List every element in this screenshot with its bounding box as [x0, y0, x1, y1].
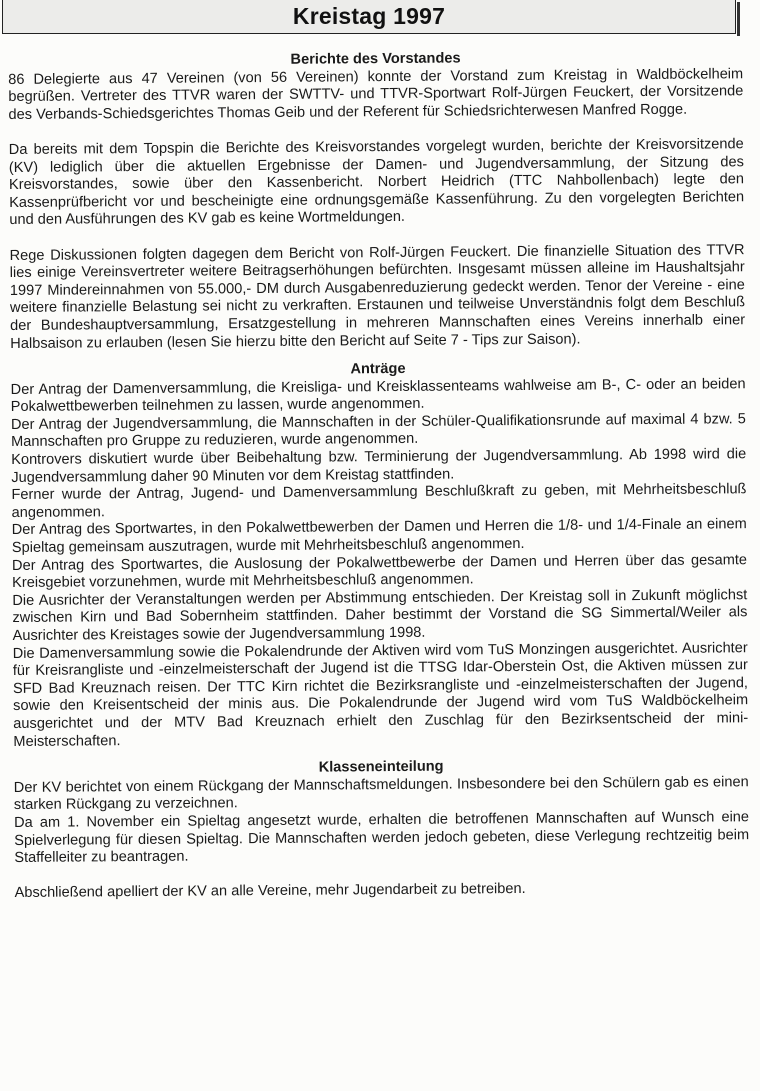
paragraph: Da am 1. November ein Spieltag angesetzt wurde, erhalten die betroffenen Mannschaften auf Wunsch eine Spielverlegung für diesen Spieltag. Die Mannschaften werden jedoch gebeten, diese Verlegung rechtzeitig beim Staffelleiter zu beantragen. — [13, 809, 750, 867]
paragraph: Der Antrag der Jugendversammlung, die Mannschaften in der Schüler-Qualifikationsrunde auf maximal 4 bzw. 5 Mannschaften pro Gruppe zu reduzieren, wurde angenommen. — [10, 411, 746, 451]
section-heading-klasseneinteilung: Klasseneinteilung — [318, 758, 444, 776]
paragraph: Ferner wurde der Antrag, Jugend- und Damenversammlung Beschlußkraft zu geben, mit Mehrheitsbeschluß angenommen. — [11, 481, 747, 521]
paragraph: Da bereits mit dem Topspin die Berichte des Kreisvorstandes vorgelegt wurden, berichte der Kreisvorsitzende (KV) lediglich über die aktuellen Ergebnisse der Damen- und Jugendversammlung, der Sitzung des Kreisvorstandes, sowie über den Kassenbericht. Norbert Heidrich (TTC Nahbollenbach) legte den Kassenprüfbericht vor und bescheinigte eine ordnungsgemäße Kassenführung. Zu den vorgelegten Berichten und den Ausführungen des KV gab es keine Wortmeldungen. — [8, 136, 745, 229]
paragraph: Die Ausrichter der Veranstaltungen werden per Abstimmung entschieden. Der Kreistag soll in Zukunft möglichst zwischen Kirn und Bad Sobernheim stattfinden. Daher bestimmt der Vorstand die SG Simmertal/Weiler als Ausrichter des Kreistages sowie der Jugendversammlung 1998. — [12, 587, 748, 644]
paragraph: Rege Diskussionen folgten dagegen dem Bericht von Rolf-Jürgen Feuckert. Die finanzielle Situation des TTVR lies einige Vereinsvertreter weitere Beitragserhöhungen befürchten. Insgesamt müssen alleine im Haushaltsjahr 1997 Mindereinnahmen von 55.000,- DM durch Ausgabenreduzierung gedeckt werden. Tenor der Vereine - eine weitere finanzielle Belastung sei nicht zu verkraften. Erstaunen und teilweise Unverständnis folgt dem Beschluß der Bundeshauptversammlung, Ersatzgestellung in mehreren Mannschaften eines Vereins innerhalb einer Halbsaison zu erlauben (lesen Sie hierzu bitte den Bericht auf Seite 7 - Tips zur Saison). — [9, 241, 746, 352]
paragraph: Abschließend apelliert der KV an alle Vereine, mehr Jugendarbeit zu betreiben. — [14, 881, 526, 902]
section-heading-vorstand: Berichte des Vorstandes — [290, 50, 461, 68]
section-heading-antraege: Anträge — [350, 360, 406, 378]
paragraph: Der Antrag des Sportwartes, die Auslosung der Pokalwettbewerbe der Damen und Herren über das gesamte Kreisgebiet vorzunehmen, wurde mit Mehrheitsbeschluß angenommen. — [11, 551, 748, 592]
paragraph: Der KV berichtet von einem Rückgang der Mannschaftsmeldungen. Insbesondere bei den Schülern gab es einen starken Rückgang zu verzeichnen. — [13, 773, 749, 814]
paragraph: Der Antrag der Damenversammlung, die Kreisliga- und Kreisklassenteams wahlweise am B-, C- oder an beiden Pokalwettbewerben teilnehmen zu lassen, wurde angenommen. — [10, 375, 746, 416]
document-title: Kreistag 1997 — [292, 3, 446, 29]
paragraph: Der Antrag des Sportwartes, in den Pokalwettbewerben der Damen und Herren die 1/8- und 1/4-Finale an einem Spieltag gemeinsam auszutragen, wurde mit Mehrheitsbeschluß angenommen. — [11, 516, 747, 557]
title-banner — [2, 0, 736, 34]
document-body — [8, 48, 750, 903]
paragraph: 86 Delegierte aus 47 Vereinen (von 56 Vereinen) konnte der Vorstand zum Kreistag in Waldböckelheim begrüßen. Vertreter des TTVR waren der SWTTV- und TTVR-Sportwart Rolf-Jürgen Feuckert, der Vorsitzende des Verbands-Schiedsgerichtes Thomas Geib und der Referent für Schiedsrichterwesen Manfred Rogge. — [8, 65, 744, 123]
paragraph: Die Damenversammlung sowie die Pokalendrunde der Aktiven wird vom TuS Monzingen ausgerichtet. Ausrichter für Kreisrangliste und -einzelmeisterschaft der Jugend ist die TTSG Idar-Oberstein Ost, die Aktiven müssen zur SFD Bad Kreuznach reisen. Der TTC Kirn richtet die Bezirksrangliste und -einzelmeisterschaften der Jugend, sowie den Kreisentscheid der minis aus. Die Pokalendrunde der Jugend wird vom TuS Waldböckelheim ausgerichtet und der MTV Bad Kreuznach erhielt den Zuschlag für den Bezirksentscheid der mini-Meisterschaften. — [12, 639, 749, 750]
paragraph: Kontrovers diskutiert wurde über Beibehaltung bzw. Terminierung der Jugendversammlung. Ab 1998 wird die Jugendversammlung daher 90 Minuten vor dem Kreistag stattfinden. — [11, 446, 747, 486]
